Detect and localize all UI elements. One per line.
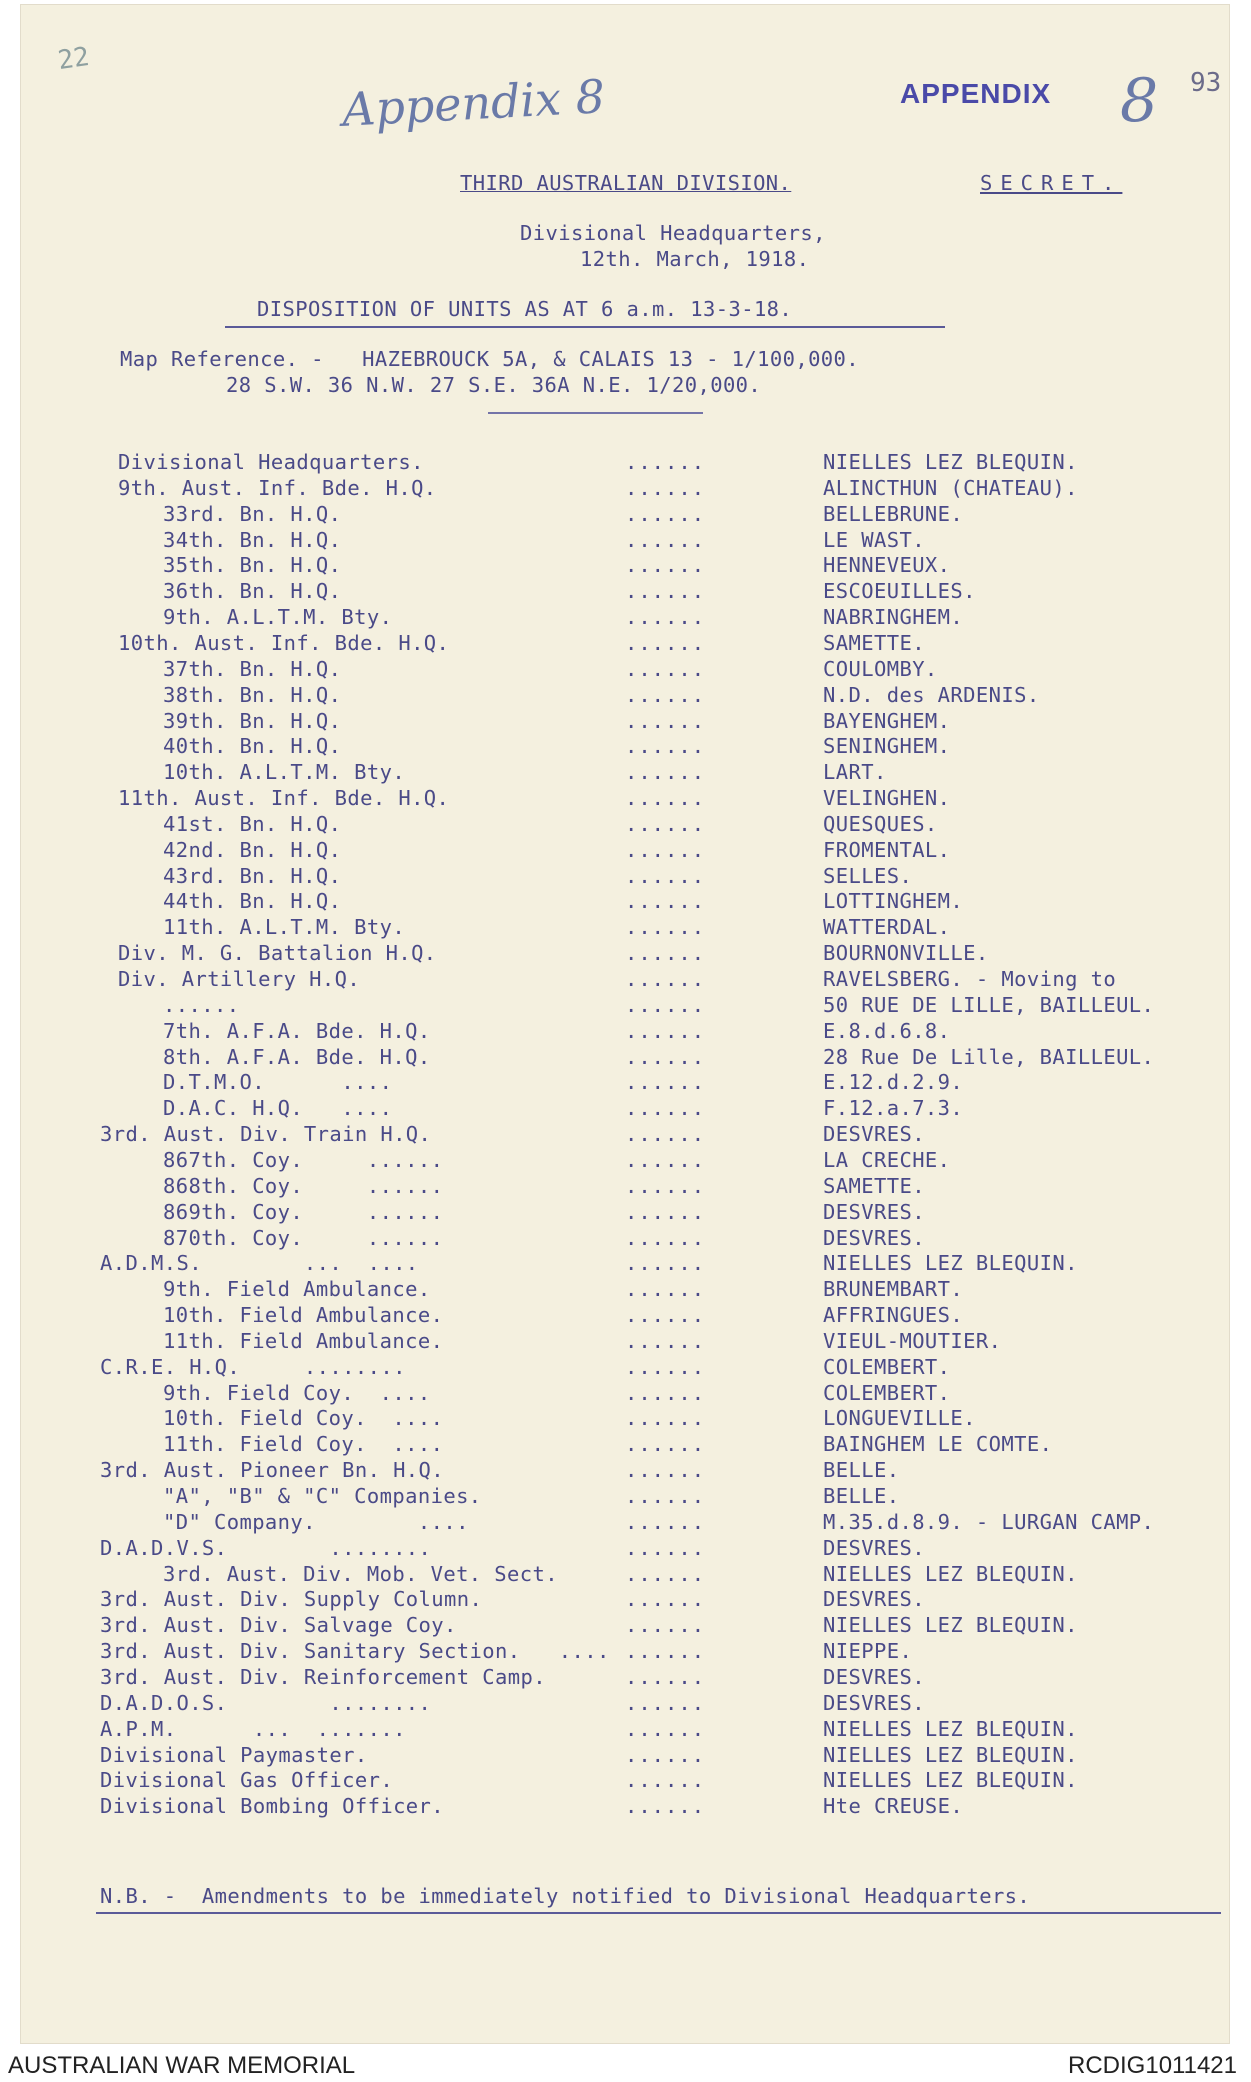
unit-name: A.D.M.S. ... .... bbox=[100, 1251, 419, 1276]
table-row bbox=[0, 1303, 1251, 1329]
leader-dots: ...... bbox=[625, 941, 706, 966]
table-row bbox=[0, 734, 1251, 760]
table-row bbox=[0, 1432, 1251, 1458]
unit-name: 8th. A.F.A. Bde. H.Q. bbox=[163, 1044, 431, 1069]
table-row bbox=[0, 579, 1251, 605]
table-row bbox=[0, 1717, 1251, 1743]
unit-name: Div. Artillery H.Q. bbox=[118, 967, 361, 991]
unit-name: Div. M. G. Battalion H.Q. bbox=[118, 941, 437, 966]
unit-name: 37th. Bn. H.Q. bbox=[163, 656, 342, 681]
table-row bbox=[0, 1484, 1251, 1510]
unit-name: 10th. Field Ambulance. bbox=[163, 1303, 444, 1328]
table-row bbox=[0, 553, 1251, 579]
table-row bbox=[0, 1200, 1251, 1226]
appendix-stamp: APPENDIX bbox=[900, 78, 1052, 109]
table-row bbox=[0, 1562, 1251, 1588]
unit-name: 9th. Field Ambulance. bbox=[163, 1277, 431, 1302]
leader-dots: ...... bbox=[625, 1768, 706, 1793]
leader-dots: ...... bbox=[625, 1432, 706, 1457]
table-row bbox=[0, 1768, 1251, 1794]
leader-dots: ...... bbox=[625, 450, 706, 474]
leader-dots: ...... bbox=[625, 1742, 706, 1767]
unit-name: 870th. Coy. ...... bbox=[163, 1225, 444, 1250]
unit-name: 33rd. Bn. H.Q. bbox=[163, 501, 342, 526]
unit-location: DESVRES. bbox=[823, 1690, 925, 1715]
note-underline bbox=[96, 1912, 1221, 1914]
leader-dots: ...... bbox=[625, 553, 706, 578]
unit-name: A.P.M. ... ....... bbox=[100, 1716, 406, 1741]
leader-dots: ...... bbox=[625, 967, 706, 991]
unit-name: 42nd. Bn. H.Q. bbox=[163, 837, 342, 862]
leader-dots: ...... bbox=[625, 1199, 706, 1224]
leader-dots: ...... bbox=[625, 1096, 706, 1121]
unit-location: VIEUL-MOUTIER. bbox=[823, 1328, 1002, 1353]
unit-name: 3rd. Aust. Div. Salvage Coy. bbox=[100, 1613, 457, 1638]
unit-name: 3rd. Aust. Pioneer Bn. H.Q. bbox=[100, 1458, 445, 1483]
hq-line: Divisional Headquarters, bbox=[520, 221, 826, 245]
leader-dots: ...... bbox=[625, 1070, 706, 1095]
footer-source: AUSTRALIAN WAR MEMORIAL bbox=[8, 2052, 356, 2079]
leader-dots: ...... bbox=[625, 1458, 706, 1483]
unit-name: 9th. Aust. Inf. Bde. H.Q. bbox=[118, 475, 437, 500]
unit-location: LART. bbox=[823, 760, 887, 785]
leader-dots: ...... bbox=[625, 1251, 706, 1276]
table-row bbox=[0, 683, 1251, 709]
unit-location: LOTTINGHEM. bbox=[823, 889, 964, 914]
unit-name: 11th. Field Ambulance. bbox=[163, 1328, 444, 1353]
leader-dots: ...... bbox=[625, 1561, 706, 1586]
unit-name: 9th. Field Coy. .... bbox=[163, 1380, 431, 1405]
leader-dots: ...... bbox=[625, 786, 706, 811]
leader-dots: ...... bbox=[625, 1664, 706, 1689]
leader-dots: ...... bbox=[625, 605, 706, 630]
unit-location: COULOMBY. bbox=[823, 656, 938, 681]
leader-dots: ...... bbox=[625, 1690, 706, 1715]
unit-location: M.35.d.8.9. - LURGAN CAMP. bbox=[823, 1509, 1155, 1534]
table-row bbox=[0, 1226, 1251, 1252]
division-title: THIRD AUSTRALIAN DIVISION. bbox=[460, 171, 792, 195]
unit-location: SENINGHEM. bbox=[823, 734, 951, 759]
unit-name: 38th. Bn. H.Q. bbox=[163, 682, 342, 707]
unit-location: DESVRES. bbox=[823, 1225, 925, 1250]
document-date: 12th. March, 1918. bbox=[580, 247, 810, 271]
unit-name: 868th. Coy. ...... bbox=[163, 1173, 444, 1198]
unit-name: C.R.E. H.Q. ........ bbox=[100, 1354, 406, 1379]
leader-dots: ...... bbox=[625, 1380, 706, 1405]
leader-dots: ...... bbox=[625, 527, 706, 552]
leader-dots: ...... bbox=[625, 708, 706, 733]
table-row bbox=[0, 1096, 1251, 1122]
unit-name: 43rd. Bn. H.Q. bbox=[163, 863, 342, 888]
leader-dots: ...... bbox=[625, 915, 706, 940]
unit-location: LA CRECHE. bbox=[823, 1147, 951, 1172]
leader-dots: ...... bbox=[625, 1147, 706, 1172]
classification-label: SECRET. bbox=[980, 171, 1123, 195]
leader-dots: ...... bbox=[625, 1354, 706, 1379]
table-row bbox=[0, 786, 1251, 812]
leader-dots: ...... bbox=[625, 1406, 706, 1431]
unit-location: NIELLES LEZ BLEQUIN. bbox=[823, 450, 1078, 474]
unit-name: 869th. Coy. ...... bbox=[163, 1199, 444, 1224]
table-row bbox=[0, 915, 1251, 941]
table-row bbox=[0, 1019, 1251, 1045]
unit-location: VELINGHEN. bbox=[823, 786, 951, 811]
table-row bbox=[0, 760, 1251, 786]
unit-name: 10th. Aust. Inf. Bde. H.Q. bbox=[118, 630, 450, 655]
table-row bbox=[0, 1355, 1251, 1381]
unit-name: 11th. Field Coy. .... bbox=[163, 1432, 444, 1457]
unit-location: BELLE. bbox=[823, 1484, 900, 1508]
unit-name: 9th. A.L.T.M. Bty. bbox=[163, 605, 393, 630]
unit-location: DESVRES. bbox=[823, 1664, 925, 1689]
unit-location: FROMENTAL. bbox=[823, 837, 951, 862]
table-row bbox=[0, 631, 1251, 657]
leader-dots: ...... bbox=[625, 1122, 706, 1147]
unit-name: 39th. Bn. H.Q. bbox=[163, 708, 342, 733]
table-row bbox=[0, 838, 1251, 864]
disposition-heading: DISPOSITION OF UNITS AS AT 6 a.m. 13-3-18. bbox=[257, 297, 793, 321]
leader-dots: ...... bbox=[625, 734, 706, 759]
table-row bbox=[0, 1458, 1251, 1484]
unit-location: BELLEBRUNE. bbox=[823, 501, 964, 526]
leader-dots: ...... bbox=[625, 1018, 706, 1043]
unit-location: F.12.a.7.3. bbox=[823, 1096, 964, 1121]
table-row bbox=[0, 709, 1251, 735]
table-row bbox=[0, 864, 1251, 890]
unit-location: SAMETTE. bbox=[823, 630, 925, 655]
unit-location: E.8.d.6.8. bbox=[823, 1018, 951, 1043]
unit-location: BELLE. bbox=[823, 1458, 900, 1483]
unit-location: HENNEVEUX. bbox=[823, 553, 951, 578]
leader-dots: ...... bbox=[625, 682, 706, 707]
unit-location: ALINCTHUN (CHATEAU). bbox=[823, 475, 1078, 500]
unit-name: 34th. Bn. H.Q. bbox=[163, 527, 342, 552]
unit-name: 7th. A.F.A. Bde. H.Q. bbox=[163, 1018, 431, 1043]
unit-location: NIELLES LEZ BLEQUIN. bbox=[823, 1561, 1078, 1586]
unit-location: BAINGHEM LE COMTE. bbox=[823, 1432, 1053, 1457]
unit-location: ESCOEUILLES. bbox=[823, 579, 976, 604]
table-row bbox=[0, 1665, 1251, 1691]
leader-dots: ...... bbox=[625, 863, 706, 888]
unit-location: Hte CREUSE. bbox=[823, 1794, 964, 1819]
map-reference-line-1: Map Reference. - HAZEBROUCK 5A, & CALAIS 13 - 1/100,000. bbox=[120, 347, 860, 371]
leader-dots: ...... bbox=[625, 889, 706, 914]
unit-location: NIEPPE. bbox=[823, 1639, 913, 1664]
table-row bbox=[0, 1639, 1251, 1665]
disposition-underline bbox=[225, 326, 945, 328]
leader-dots: ...... bbox=[625, 1173, 706, 1198]
unit-location: BRUNEMBART. bbox=[823, 1277, 964, 1302]
leader-dots: ...... bbox=[625, 1613, 706, 1638]
unit-location: COLEMBERT. bbox=[823, 1380, 951, 1405]
unit-location: NIELLES LEZ BLEQUIN. bbox=[823, 1716, 1078, 1741]
table-row bbox=[0, 1613, 1251, 1639]
unit-location: AFFRINGUES. bbox=[823, 1303, 964, 1328]
unit-location: N.D. des ARDENIS. bbox=[823, 682, 1040, 707]
leader-dots: ...... bbox=[625, 1587, 706, 1612]
table-row bbox=[0, 812, 1251, 838]
unit-name: 3rd. Aust. Div. Mob. Vet. Sect. bbox=[163, 1561, 559, 1586]
table-row bbox=[0, 502, 1251, 528]
handwritten-number: 8 bbox=[1120, 66, 1159, 136]
table-row bbox=[0, 941, 1251, 967]
map-reference-line-2: 28 S.W. 36 N.W. 27 S.E. 36A N.E. 1/20,000. bbox=[226, 373, 762, 397]
table-row bbox=[0, 1691, 1251, 1717]
unit-name: "A", "B" & "C" Companies. bbox=[163, 1484, 482, 1508]
unit-name: 3rd. Aust. Div. Train H.Q. bbox=[100, 1122, 432, 1147]
footer-id: RCDIG1011421 bbox=[1068, 2052, 1237, 2079]
unit-name: Divisional Bombing Officer. bbox=[100, 1794, 445, 1819]
unit-name: 867th. Coy. ...... bbox=[163, 1147, 444, 1172]
unit-location: QUESQUES. bbox=[823, 811, 938, 836]
table-row bbox=[0, 1794, 1251, 1820]
table-row bbox=[0, 889, 1251, 915]
unit-location: DESVRES. bbox=[823, 1587, 925, 1612]
amendment-note: N.B. - Amendments to be immediately notified to Divisional Headquarters. bbox=[100, 1884, 1031, 1908]
leader-dots: ...... bbox=[625, 579, 706, 604]
unit-name: 44th. Bn. H.Q. bbox=[163, 889, 342, 914]
table-row bbox=[0, 476, 1251, 502]
unit-name: 40th. Bn. H.Q. bbox=[163, 734, 342, 759]
unit-location: DESVRES. bbox=[823, 1122, 925, 1147]
unit-location: SAMETTE. bbox=[823, 1173, 925, 1198]
table-row bbox=[0, 1587, 1251, 1613]
header-divider bbox=[488, 412, 703, 414]
unit-location: DESVRES. bbox=[823, 1199, 925, 1224]
unit-name: 3rd. Aust. Div. Supply Column. bbox=[100, 1587, 483, 1612]
leader-dots: ...... bbox=[625, 630, 706, 655]
leader-dots: ...... bbox=[625, 1509, 706, 1534]
table-row bbox=[0, 450, 1251, 476]
unit-name: 3rd. Aust. Div. Reinforcement Camp. bbox=[100, 1664, 546, 1689]
leader-dots: ...... bbox=[625, 475, 706, 500]
unit-name: Divisional Headquarters. bbox=[118, 450, 424, 474]
unit-name: ...... bbox=[163, 992, 240, 1017]
unit-location: BOURNONVILLE. bbox=[823, 941, 989, 966]
unit-name: 35th. Bn. H.Q. bbox=[163, 553, 342, 578]
leader-dots: ...... bbox=[625, 837, 706, 862]
unit-name: 41st. Bn. H.Q. bbox=[163, 811, 342, 836]
unit-location: E.12.d.2.9. bbox=[823, 1070, 964, 1095]
table-row bbox=[0, 1510, 1251, 1536]
leader-dots: ...... bbox=[625, 1535, 706, 1560]
unit-location: RAVELSBERG. - Moving to bbox=[823, 967, 1117, 991]
unit-name: 36th. Bn. H.Q. bbox=[163, 579, 342, 604]
corner-number: 22 bbox=[56, 41, 92, 77]
table-row bbox=[0, 1743, 1251, 1769]
table-row bbox=[0, 1045, 1251, 1071]
leader-dots: ...... bbox=[625, 992, 706, 1017]
unit-location: 28 Rue De Lille, BAILLEUL. bbox=[823, 1044, 1155, 1069]
leader-dots: ...... bbox=[625, 760, 706, 785]
leader-dots: ...... bbox=[625, 1303, 706, 1328]
unit-location: SELLES. bbox=[823, 863, 913, 888]
unit-location: COLEMBERT. bbox=[823, 1354, 951, 1379]
table-row bbox=[0, 1536, 1251, 1562]
table-row bbox=[0, 528, 1251, 554]
table-row bbox=[0, 1122, 1251, 1148]
table-row bbox=[0, 657, 1251, 683]
table-row bbox=[0, 605, 1251, 631]
unit-location: BAYENGHEM. bbox=[823, 708, 951, 733]
leader-dots: ...... bbox=[625, 1225, 706, 1250]
table-row bbox=[0, 967, 1251, 993]
table-row bbox=[0, 1277, 1251, 1303]
leader-dots: ...... bbox=[625, 501, 706, 526]
unit-location: NIELLES LEZ BLEQUIN. bbox=[823, 1742, 1078, 1767]
unit-location: NIELLES LEZ BLEQUIN. bbox=[823, 1251, 1078, 1276]
unit-location: 50 RUE DE LILLE, BAILLEUL. bbox=[823, 992, 1155, 1017]
table-row bbox=[0, 1251, 1251, 1277]
unit-name: 11th. Aust. Inf. Bde. H.Q. bbox=[118, 786, 450, 811]
page-number: 93 bbox=[1190, 68, 1222, 98]
leader-dots: ...... bbox=[625, 656, 706, 681]
unit-location: NABRINGHEM. bbox=[823, 605, 964, 630]
handwritten-title: Appendix 8 bbox=[340, 69, 607, 137]
unit-location: NIELLES LEZ BLEQUIN. bbox=[823, 1768, 1078, 1793]
table-row bbox=[0, 1381, 1251, 1407]
unit-name: 11th. A.L.T.M. Bty. bbox=[163, 915, 406, 940]
table-row bbox=[0, 1070, 1251, 1096]
leader-dots: ...... bbox=[625, 1277, 706, 1302]
table-row bbox=[0, 1174, 1251, 1200]
leader-dots: ...... bbox=[625, 1794, 706, 1819]
unit-name: Divisional Paymaster. bbox=[100, 1742, 368, 1767]
leader-dots: ...... bbox=[625, 1716, 706, 1741]
unit-location: WATTERDAL. bbox=[823, 915, 951, 940]
leader-dots: ...... bbox=[625, 1484, 706, 1508]
leader-dots: ...... bbox=[625, 1639, 706, 1664]
unit-location: NIELLES LEZ BLEQUIN. bbox=[823, 1613, 1078, 1638]
unit-location: DESVRES. bbox=[823, 1535, 925, 1560]
unit-name: 10th. A.L.T.M. Bty. bbox=[163, 760, 406, 785]
unit-name: 3rd. Aust. Div. Sanitary Section. .... bbox=[100, 1639, 610, 1664]
leader-dots: ...... bbox=[625, 1044, 706, 1069]
leader-dots: ...... bbox=[625, 811, 706, 836]
unit-name: "D" Company. .... bbox=[163, 1509, 469, 1534]
table-row bbox=[0, 1148, 1251, 1174]
unit-name: D.A.C. H.Q. .... bbox=[163, 1096, 393, 1121]
unit-name: D.T.M.O. .... bbox=[163, 1070, 393, 1095]
unit-name: D.A.D.V.S. ........ bbox=[100, 1535, 432, 1560]
leader-dots: ...... bbox=[625, 1328, 706, 1353]
unit-name: 10th. Field Coy. .... bbox=[163, 1406, 444, 1431]
unit-location: LE WAST. bbox=[823, 527, 925, 552]
unit-name: D.A.D.O.S. ........ bbox=[100, 1690, 432, 1715]
unit-location: LONGUEVILLE. bbox=[823, 1406, 976, 1431]
unit-name: Divisional Gas Officer. bbox=[100, 1768, 394, 1793]
table-row bbox=[0, 1329, 1251, 1355]
table-row bbox=[0, 1406, 1251, 1432]
table-row bbox=[0, 993, 1251, 1019]
